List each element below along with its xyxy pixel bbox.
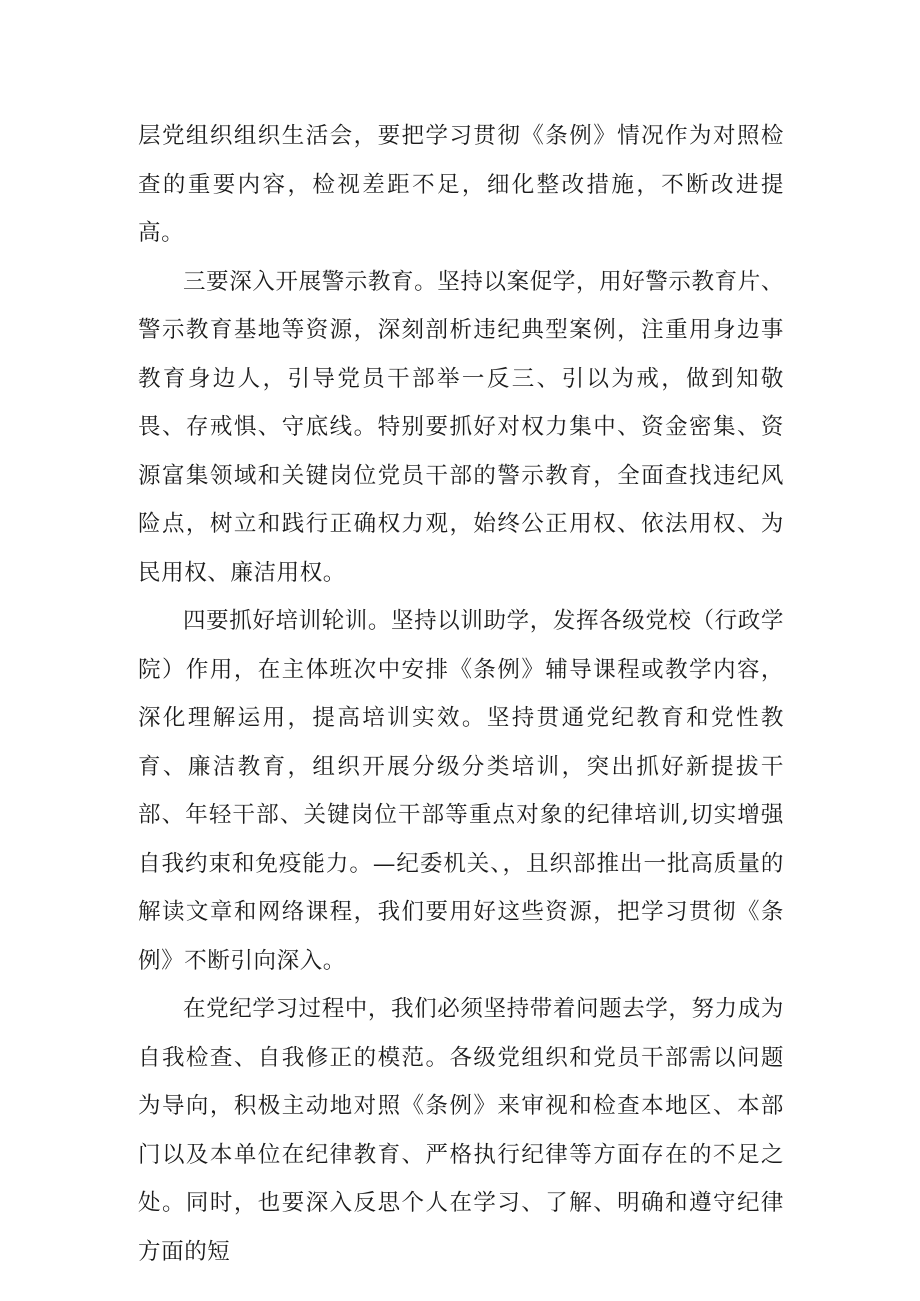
document-body xyxy=(138,112,784,1276)
paragraph-continuation: 层党组织组织生活会，要把学习贯彻《条例》情况作为对照检查的重要内容，检视差距不足，细化整改措施，不断改进提高。 xyxy=(138,123,784,246)
paragraph-warning-education: 三要深入开展警示教育。坚持以案促学，用好警示教育片、警示教育基地等资源，深刻剖析违纪典型案例，注重用身边事教育身边人，引导党员干部举一反三、引以为戒，做到知敬畏、存戒惧、守底线。特别要抓好对权力集中、资金密集、资源富集领域和关键岗位党员干部的警示教育，全面查找违纪风险点，树立和践行正确权力观，始终公正用权、依法用权、为民用权、廉洁用权。 xyxy=(138,268,784,586)
paragraph-problem-oriented-study: 在党纪学习过程中，我们必须坚持带着问题去学，努力成为自我检查、自我修正的模范。各级党组织和党员干部需以问题为导向，积极主动地对照《条例》来审视和检查本地区、本部门以及本单位在纪律教育、严格执行纪律等方面存在的不足之处。同时，也要深入反思个人在学习、了解、明确和遵守纪律方面的短 xyxy=(138,996,784,1265)
paragraph-training: 四要抓好培训轮训。坚持以训助学，发挥各级党校（行政学院）作用，在主体班次中安排《条例》辅导课程或教学内容，深化理解运用，提高培训实效。坚持贯通党纪教育和党性教育、廉洁教育，组织开展分级分类培训，突出抓好新提拔干部、年轻干部、关键岗位干部等重点对象的纪律培训,切实增强自我约束和免疫能力。—纪委机关、，且织部推出一批高质量的解读文章和网络课程，我们要用好这些资源，把学习贯彻《条例》不断引向深入。 xyxy=(138,608,784,974)
